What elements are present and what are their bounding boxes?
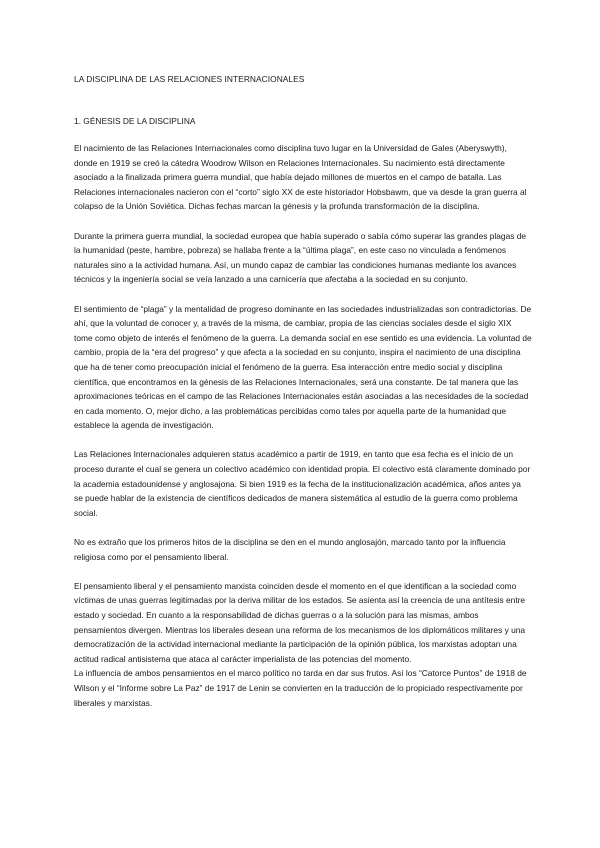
paragraph-7: La influencia de ambos pensamientos en el marco político no tarda en dar sus frutos. Así los “Catorce Puntos” de 1918 de Wilson y el “Informe sobre La Paz” de 1917 de Lenin se convierten en la traducción de lo propiciado respectivamente por liberales y marxistas. xyxy=(74,668,527,708)
paragraph-5: No es extraño que los primeros hitos de la disciplina se den en el mundo anglosajón, marcado tanto por la influencia religiosa como por el pensamiento liberal. xyxy=(74,537,506,562)
paragraph-4: Las Relaciones Internacionales adquieren status académico a partir de 1919, en tanto que esa fecha es el inicio de un proceso durante el cual se genera un colectivo académico con identidad propia. El colectivo está claramente dominado por la academia estadounidense y anglosajona. Si bien 1919 es la fecha de la institucionalización académica, años antes ya se puede hablar de la existencia de científicos dedicados de manera sistemática al estudio de la guerra como problema social. xyxy=(74,449,531,518)
paragraph-6: El pensamiento liberal y el pensamiento marxista coinciden desde el momento en el que identifican a la sociedad como víctimas de unas guerras legitimadas por la deriva militar de los estados. Se asienta así la creencia de una antítesis entre estado y sociedad. En cuanto a la responsabilidad de dichas guerras o a la solución para las mismas, ambos pensamientos divergen. Mientras los liberales desean una reforma de los mecanismos de los diplomáticos militares y una democratización de la actividad internacional mediante la participación de la opinión pública, los marxistas adoptan una actitud radical antisistema que ataca al carácter imperialista de las potencias del momento. xyxy=(74,580,526,664)
section-heading: 1. GÉNESIS DE LA DISCIPLINA xyxy=(74,116,196,126)
document-title: LA DISCIPLINA DE LAS RELACIONES INTERNACIONALES xyxy=(74,74,305,84)
paragraph-3: El sentimiento de “plaga” y la mentalidad de progreso dominante en las sociedades industrializadas son contradictorias. De ahí, que la voluntad de conocer y, a través de la misma, de cambiar, propia de las ciencias sociales desde el siglo XIX tome como objeto de interés el fenómeno de la guerra. La demanda social en ese sentido es una evidencia. La voluntad de cambio, propia de la “era del progreso” y que afecta a la sociedad en su conjunto, inspira el nacimiento de una disciplina que ha de tener como preocupación inicial el fenómeno de la guerra. Esa interacción entre medio social y disciplina científica, que encontramos en la génesis de las Relaciones Internacionales, será una constante. De tal manera que las aproximaciones teóricas en el campo de las Relaciones Internacionales están asociadas a las necesidades de la sociedad en cada momento. O, mejor dicho, a las problemáticas percibidas como tales por aquella parte de la humanidad que establece la agenda de investigación. xyxy=(74,303,532,431)
document-body xyxy=(74,74,532,710)
paragraph-1: El nacimiento de las Relaciones Internacionales como disciplina tuvo lugar en la Universidad de Gales (Aberyswyth), donde en 1919 se creó la cátedra Woodrow Wilson en Relaciones Internacionales. Su nacimiento está directamente asociado a la finalizada primera guerra mundial, que había dejado millones de muertos en el campo de batalla. Las Relaciones internacionales nacieron con el “corto” siglo XX de este historiador Hobsbawm, que va desde la gran guerra al colapso de la Unión Soviética. Dichas fechas marcan la génesis y la profunda transformación de la disciplina. xyxy=(74,143,527,212)
paragraph-2: Durante la primera guerra mundial, la sociedad europea que había superado o sabía cómo superar las grandes plagas de la humanidad (peste, hambre, pobreza) se hallaba frente a la “última plaga”, en este caso no vinculada a fenómenos naturales sino a la actividad humana. Así, un mundo capaz de cambiar las condiciones humanas mediante los avances técnicos y la ingeniería social se veía lanzado a una carnicería que afectaba a la sociedad en su conjunto. xyxy=(74,230,527,285)
